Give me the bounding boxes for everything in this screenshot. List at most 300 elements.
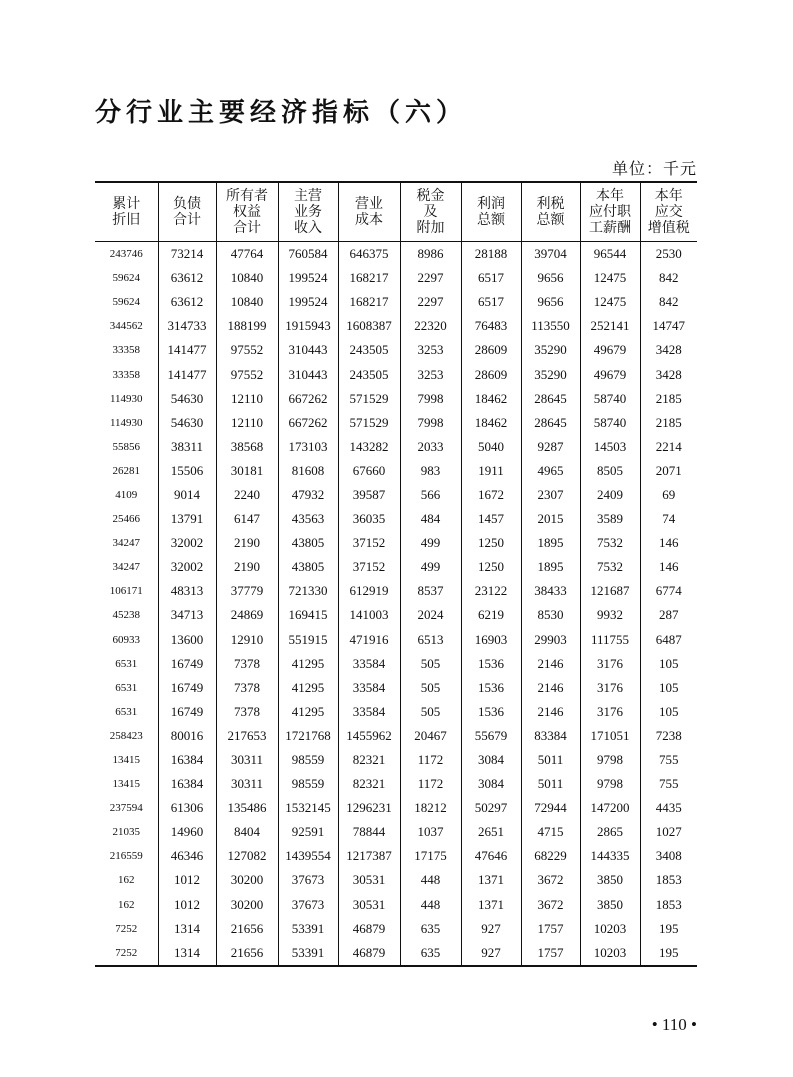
- table-cell: 26281: [112, 464, 140, 477]
- table-cell: 3176: [580, 676, 640, 700]
- table-cell: 571529: [338, 387, 400, 411]
- table-cell: 33358: [112, 368, 140, 381]
- table-cell: 3672: [521, 893, 580, 917]
- table-cell: 16749: [158, 700, 216, 724]
- table-cell: 635: [400, 917, 461, 941]
- table-cell: 2190: [216, 555, 278, 579]
- table-cell: 16749: [158, 676, 216, 700]
- table-cell: 4109: [115, 488, 138, 501]
- table-cell: 10840: [216, 290, 278, 314]
- table-cell: 105: [640, 676, 697, 700]
- table-cell: 16384: [158, 748, 216, 772]
- table-cell: 755: [640, 772, 697, 796]
- table-cell: 1455962: [338, 724, 400, 748]
- table-cell: 53391: [278, 917, 338, 941]
- table-cell: 1012: [158, 868, 216, 892]
- table-cell: 49679: [580, 362, 640, 386]
- column-header: [461, 182, 521, 242]
- table-cell: 2865: [580, 820, 640, 844]
- table-cell: 146: [640, 531, 697, 555]
- table-cell: 9014: [158, 483, 216, 507]
- table-cell: 5011: [521, 748, 580, 772]
- table-cell: 47764: [216, 242, 278, 267]
- table-cell: 9656: [521, 290, 580, 314]
- table-cell: 6774: [640, 579, 697, 603]
- table-cell: 16749: [158, 652, 216, 676]
- table-cell: 113550: [521, 314, 580, 338]
- table-cell: 505: [400, 700, 461, 724]
- table-cell: 74: [640, 507, 697, 531]
- table-cell: 310443: [278, 338, 338, 362]
- table-row: [95, 917, 697, 941]
- table-cell: 243746: [109, 248, 143, 261]
- table-cell: 2033: [400, 435, 461, 459]
- table-cell: 12110: [216, 411, 278, 435]
- table-cell: 20467: [400, 724, 461, 748]
- table-cell: 69: [640, 483, 697, 507]
- table-cell: 199524: [278, 266, 338, 290]
- table-cell: 28188: [461, 242, 521, 267]
- column-header-line: 折旧: [112, 212, 141, 228]
- table-cell: 67660: [338, 459, 400, 483]
- table-cell: 4435: [640, 796, 697, 820]
- table-cell: 28645: [521, 411, 580, 435]
- table-cell: 141477: [158, 338, 216, 362]
- table-cell: 1532145: [278, 796, 338, 820]
- table-row: [95, 242, 697, 267]
- table-cell: 1037: [400, 820, 461, 844]
- table-cell: 842: [640, 290, 697, 314]
- table-cell: 38568: [216, 435, 278, 459]
- table-cell: 13415: [112, 778, 140, 791]
- table-cell: 18462: [461, 411, 521, 435]
- table-cell: 82321: [338, 748, 400, 772]
- column-header-line: 业务: [294, 204, 322, 220]
- table-cell: 842: [640, 266, 697, 290]
- table-cell: 10203: [580, 917, 640, 941]
- table-cell: 13600: [158, 628, 216, 652]
- table-cell: 217653: [216, 724, 278, 748]
- table-cell: 566: [400, 483, 461, 507]
- table-cell: 6517: [461, 266, 521, 290]
- table-cell: 46879: [338, 917, 400, 941]
- table-cell: 2651: [461, 820, 521, 844]
- table-cell: 10203: [580, 941, 640, 966]
- table-cell: 98559: [278, 748, 338, 772]
- table-cell: 83384: [521, 724, 580, 748]
- table-cell: 667262: [278, 387, 338, 411]
- table-row: [95, 387, 697, 411]
- table-row: [95, 531, 697, 555]
- column-header-line: 权益: [233, 204, 261, 220]
- indicator-table: [95, 181, 697, 967]
- table-cell: 76483: [461, 314, 521, 338]
- table-cell: 2190: [216, 531, 278, 555]
- table-row: [95, 435, 697, 459]
- table-cell: 78844: [338, 820, 400, 844]
- table-cell: 43805: [278, 555, 338, 579]
- table-cell: 3672: [521, 868, 580, 892]
- table-cell: 1853: [640, 868, 697, 892]
- table-cell: 33358: [112, 344, 140, 357]
- table-cell: 92591: [278, 820, 338, 844]
- table-cell: 6531: [115, 705, 138, 718]
- table-cell: 646375: [338, 242, 400, 267]
- table-row: [95, 700, 697, 724]
- table-cell: 8537: [400, 579, 461, 603]
- table-cell: 32002: [158, 531, 216, 555]
- table-cell: 135486: [216, 796, 278, 820]
- column-header-line: 总额: [536, 212, 565, 228]
- table-row: [95, 603, 697, 627]
- table-cell: 6219: [461, 603, 521, 627]
- table-cell: 35290: [521, 338, 580, 362]
- table-cell: 6487: [640, 628, 697, 652]
- table-cell: 1536: [461, 700, 521, 724]
- table-cell: 571529: [338, 411, 400, 435]
- table-cell: 2146: [521, 676, 580, 700]
- table-cell: 14960: [158, 820, 216, 844]
- table-cell: 28609: [461, 362, 521, 386]
- table-row: [95, 555, 697, 579]
- table-cell: 195: [640, 941, 697, 966]
- table-cell: 37152: [338, 531, 400, 555]
- table-cell: 13791: [158, 507, 216, 531]
- table-cell: 50297: [461, 796, 521, 820]
- table-cell: 3428: [640, 362, 697, 386]
- table-cell: 4965: [521, 459, 580, 483]
- table-cell: 243505: [338, 338, 400, 362]
- table-cell: 2185: [640, 411, 697, 435]
- table-row: [95, 579, 697, 603]
- table-cell: 1027: [640, 820, 697, 844]
- table-cell: 29903: [521, 628, 580, 652]
- table-cell: 54630: [158, 387, 216, 411]
- table-row: [95, 652, 697, 676]
- table-cell: 16903: [461, 628, 521, 652]
- table-cell: 33584: [338, 700, 400, 724]
- table-row: [95, 772, 697, 796]
- table-cell: 17175: [400, 844, 461, 868]
- table-cell: 58740: [580, 387, 640, 411]
- table-cell: 25466: [112, 513, 140, 526]
- table-cell: 73214: [158, 242, 216, 267]
- table-cell: 37779: [216, 579, 278, 603]
- table-cell: 169415: [278, 603, 338, 627]
- column-header: [95, 182, 158, 242]
- table-cell: 97552: [216, 338, 278, 362]
- table-body: [95, 242, 697, 966]
- table-cell: 34247: [112, 561, 140, 574]
- table-cell: 60933: [112, 633, 140, 646]
- table-cell: 38433: [521, 579, 580, 603]
- table-cell: 6513: [400, 628, 461, 652]
- table-cell: 237594: [109, 802, 143, 815]
- table-cell: 243505: [338, 362, 400, 386]
- column-header: [338, 182, 400, 242]
- table-cell: 121687: [580, 579, 640, 603]
- table-cell: 7998: [400, 387, 461, 411]
- table-cell: 1250: [461, 531, 521, 555]
- table-cell: 34247: [112, 537, 140, 550]
- table-cell: 30531: [338, 893, 400, 917]
- table-cell: 195: [640, 917, 697, 941]
- column-header: [640, 182, 697, 242]
- table-cell: 499: [400, 531, 461, 555]
- table-row: [95, 724, 697, 748]
- table-cell: 7378: [216, 676, 278, 700]
- table-row: [95, 266, 697, 290]
- table-cell: 448: [400, 893, 461, 917]
- table-cell: 106171: [109, 585, 143, 598]
- table-cell: 635: [400, 941, 461, 966]
- table-cell: 7378: [216, 652, 278, 676]
- table-cell: 53391: [278, 941, 338, 966]
- table-cell: 7532: [580, 555, 640, 579]
- table-cell: 162: [118, 874, 135, 887]
- table-cell: 1536: [461, 652, 521, 676]
- table-cell: 2297: [400, 266, 461, 290]
- table-cell: 755: [640, 748, 697, 772]
- table-cell: 927: [461, 917, 521, 941]
- table-cell: 2024: [400, 603, 461, 627]
- column-header: [400, 182, 461, 242]
- table-cell: 61306: [158, 796, 216, 820]
- table-cell: 6531: [115, 657, 138, 670]
- column-header: [278, 182, 338, 242]
- column-header-line: 收入: [294, 220, 322, 236]
- table-cell: 37152: [338, 555, 400, 579]
- column-header-line: 累计: [112, 196, 141, 212]
- table-cell: 16384: [158, 772, 216, 796]
- table-cell: 344562: [109, 320, 143, 333]
- table-cell: 41295: [278, 700, 338, 724]
- column-header-line: 所有者: [226, 188, 268, 204]
- table-cell: 199524: [278, 290, 338, 314]
- table-cell: 1012: [158, 893, 216, 917]
- table-cell: 6147: [216, 507, 278, 531]
- table-cell: 14503: [580, 435, 640, 459]
- table-cell: 30311: [216, 772, 278, 796]
- table-cell: 2146: [521, 652, 580, 676]
- table-cell: 59624: [112, 296, 140, 309]
- table-cell: 1757: [521, 917, 580, 941]
- table-cell: 1314: [158, 917, 216, 941]
- table-cell: 721330: [278, 579, 338, 603]
- table-cell: 310443: [278, 362, 338, 386]
- table-cell: 927: [461, 941, 521, 966]
- column-header-line: 利税: [536, 196, 565, 212]
- table-row: [95, 941, 697, 966]
- table-cell: 1895: [521, 531, 580, 555]
- table-cell: 7378: [216, 700, 278, 724]
- table-cell: 2071: [640, 459, 697, 483]
- table-cell: 1911: [461, 459, 521, 483]
- table-cell: 36035: [338, 507, 400, 531]
- table-cell: 168217: [338, 266, 400, 290]
- column-header-line: 应付职: [589, 204, 631, 220]
- table-cell: 8404: [216, 820, 278, 844]
- table-cell: 9798: [580, 748, 640, 772]
- table-cell: 8986: [400, 242, 461, 267]
- table-cell: 49679: [580, 338, 640, 362]
- table-cell: 48313: [158, 579, 216, 603]
- page-number: • 110 •: [651, 1015, 697, 1034]
- table-cell: 39704: [521, 242, 580, 267]
- column-header: [521, 182, 580, 242]
- table-cell: 3253: [400, 362, 461, 386]
- table-cell: 3408: [640, 844, 697, 868]
- column-header-line: 税金: [416, 188, 445, 204]
- table-cell: 37673: [278, 868, 338, 892]
- table-cell: 1721768: [278, 724, 338, 748]
- table-cell: 4715: [521, 820, 580, 844]
- table-cell: 141477: [158, 362, 216, 386]
- table-cell: 15506: [158, 459, 216, 483]
- table-row: [95, 290, 697, 314]
- table-cell: 97552: [216, 362, 278, 386]
- table-cell: 1250: [461, 555, 521, 579]
- table-cell: 12110: [216, 387, 278, 411]
- table-cell: 3850: [580, 893, 640, 917]
- table-cell: 24869: [216, 603, 278, 627]
- table-cell: 35290: [521, 362, 580, 386]
- table-row: [95, 868, 697, 892]
- table-cell: 13415: [112, 754, 140, 767]
- table-cell: 162: [118, 898, 135, 911]
- table-cell: 46346: [158, 844, 216, 868]
- table-cell: 21656: [216, 941, 278, 966]
- table-row: [95, 796, 697, 820]
- table-cell: 9656: [521, 266, 580, 290]
- table-cell: 63612: [158, 290, 216, 314]
- table-row: [95, 483, 697, 507]
- column-header-line: 成本: [355, 212, 383, 228]
- table-cell: 188199: [216, 314, 278, 338]
- table-cell: 46879: [338, 941, 400, 966]
- table-cell: 47932: [278, 483, 338, 507]
- table-cell: 3084: [461, 772, 521, 796]
- table-row: [95, 314, 697, 338]
- table-cell: 55856: [112, 440, 140, 453]
- table-cell: 58740: [580, 411, 640, 435]
- table-row: [95, 362, 697, 386]
- table-cell: 10840: [216, 266, 278, 290]
- table-cell: 2297: [400, 290, 461, 314]
- table-cell: 114930: [109, 416, 143, 429]
- table-cell: 114930: [109, 392, 143, 405]
- table-cell: 667262: [278, 411, 338, 435]
- table-cell: 38311: [158, 435, 216, 459]
- table-cell: 146: [640, 555, 697, 579]
- table-cell: 7998: [400, 411, 461, 435]
- table-row: [95, 748, 697, 772]
- column-header: [216, 182, 278, 242]
- table-cell: 448: [400, 868, 461, 892]
- table-cell: 30200: [216, 893, 278, 917]
- table-cell: 471916: [338, 628, 400, 652]
- column-header-line: 主营: [294, 188, 322, 204]
- table-cell: 12475: [580, 266, 640, 290]
- table-cell: 5040: [461, 435, 521, 459]
- table-cell: 1296231: [338, 796, 400, 820]
- table-cell: 1457: [461, 507, 521, 531]
- column-header-line: 及: [423, 204, 438, 220]
- table-cell: 105: [640, 700, 697, 724]
- table-cell: 9798: [580, 772, 640, 796]
- table-cell: 499: [400, 555, 461, 579]
- table-cell: 28645: [521, 387, 580, 411]
- table-cell: 2214: [640, 435, 697, 459]
- table-cell: 30200: [216, 868, 278, 892]
- column-header-line: 负债: [173, 196, 201, 212]
- table-cell: 144335: [580, 844, 640, 868]
- table-cell: 3253: [400, 338, 461, 362]
- table-cell: 551915: [278, 628, 338, 652]
- table-cell: 54630: [158, 411, 216, 435]
- table-row: [95, 676, 697, 700]
- table-row: [95, 820, 697, 844]
- table-cell: 2530: [640, 242, 697, 267]
- table-cell: 12910: [216, 628, 278, 652]
- table-cell: 287: [640, 603, 697, 627]
- table-cell: 2146: [521, 700, 580, 724]
- table-cell: 1217387: [338, 844, 400, 868]
- table-cell: 9932: [580, 603, 640, 627]
- table-cell: 72944: [521, 796, 580, 820]
- table-cell: 30181: [216, 459, 278, 483]
- column-header-line: 本年: [596, 188, 624, 204]
- table-cell: 1757: [521, 941, 580, 966]
- table-cell: 59624: [112, 272, 140, 285]
- table-cell: 41295: [278, 676, 338, 700]
- table-cell: 1172: [400, 748, 461, 772]
- table-cell: 23122: [461, 579, 521, 603]
- table-row: [95, 338, 697, 362]
- column-header-line: 利润: [477, 196, 505, 212]
- table-cell: 45238: [112, 609, 140, 622]
- table-cell: 8505: [580, 459, 640, 483]
- table-cell: 33584: [338, 676, 400, 700]
- table-cell: 1314: [158, 941, 216, 966]
- table-cell: 258423: [109, 729, 143, 742]
- table-cell: 216559: [109, 850, 143, 863]
- table-cell: 14747: [640, 314, 697, 338]
- table-cell: 168217: [338, 290, 400, 314]
- table-cell: 47646: [461, 844, 521, 868]
- table-cell: 2307: [521, 483, 580, 507]
- table-cell: 2409: [580, 483, 640, 507]
- table-cell: 30311: [216, 748, 278, 772]
- table-cell: 1172: [400, 772, 461, 796]
- table-cell: 105: [640, 652, 697, 676]
- column-header-line: 附加: [416, 220, 445, 236]
- table-cell: 32002: [158, 555, 216, 579]
- table-cell: 171051: [580, 724, 640, 748]
- table-cell: 983: [400, 459, 461, 483]
- table-cell: 314733: [158, 314, 216, 338]
- table-cell: 6531: [115, 681, 138, 694]
- table-cell: 21656: [216, 917, 278, 941]
- column-header-line: 合计: [173, 212, 201, 228]
- table-cell: 1608387: [338, 314, 400, 338]
- table-cell: 147200: [580, 796, 640, 820]
- column-header-line: 营业: [355, 196, 383, 212]
- table-cell: 3428: [640, 338, 697, 362]
- table-cell: 1895: [521, 555, 580, 579]
- table-cell: 12475: [580, 290, 640, 314]
- table-cell: 1672: [461, 483, 521, 507]
